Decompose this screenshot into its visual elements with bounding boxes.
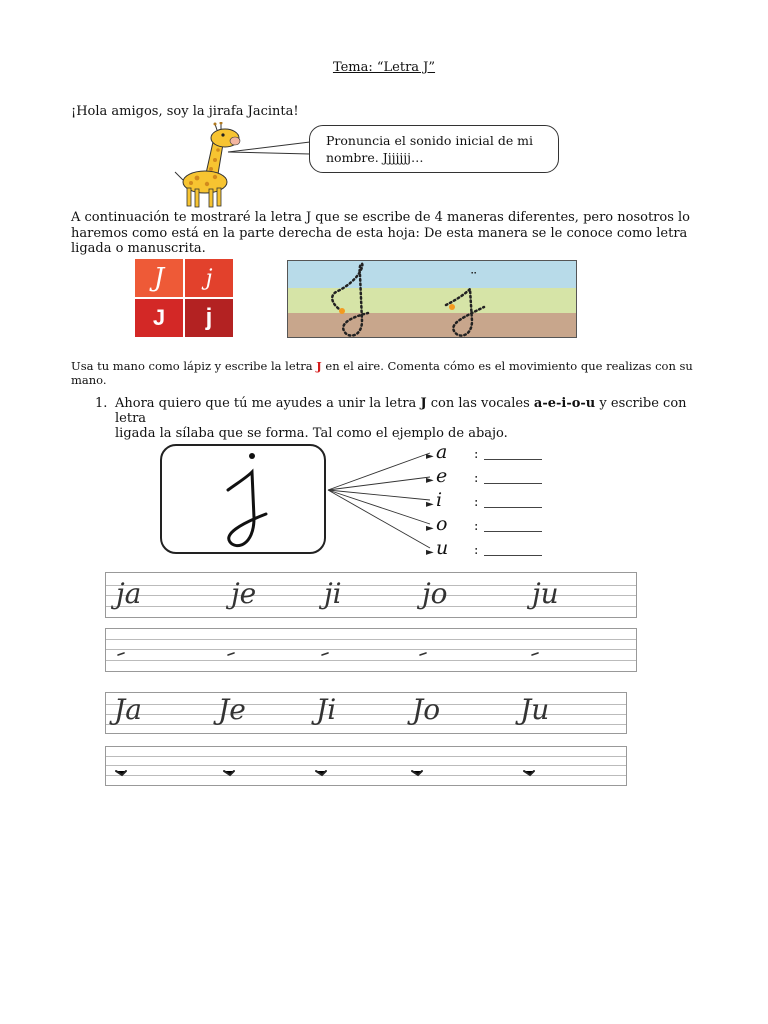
vowel-i: i bbox=[436, 489, 443, 511]
giraffe-illustration bbox=[165, 122, 245, 208]
cursive-uppercase-j: J bbox=[135, 259, 183, 297]
big-cursive-j-icon bbox=[214, 448, 284, 552]
syllable-ji: ji bbox=[324, 577, 342, 610]
speech-bubble bbox=[309, 125, 559, 173]
practice-strip-blank-2[interactable] bbox=[105, 746, 627, 786]
vowel-row-i bbox=[426, 489, 556, 514]
practice-strip-blank-1[interactable] bbox=[105, 628, 637, 672]
item-line-1 bbox=[115, 396, 700, 426]
vowel-colon: : bbox=[474, 519, 479, 534]
air-writing-instruction bbox=[71, 359, 711, 387]
syllable-Ja: Ja bbox=[114, 693, 142, 726]
item-bold-vowels: a-e-i-o-u bbox=[533, 396, 596, 411]
vowel-colon: : bbox=[474, 471, 479, 486]
intro-paragraph bbox=[71, 210, 697, 257]
bubble-tail bbox=[226, 140, 316, 160]
answer-blank-o[interactable] bbox=[484, 531, 542, 532]
vowel-row-e bbox=[426, 465, 556, 490]
item-number: 1. bbox=[95, 396, 108, 411]
syllable-ju: ju bbox=[532, 577, 559, 610]
item-bold-letter: J bbox=[420, 396, 427, 411]
paragraph-line-2: haremos como está en la parte derecha de esta hoja: De esta manera se le conoce como letra bbox=[71, 225, 688, 241]
item-text-1: Ahora quiero que tú me ayudes a unir la letra bbox=[115, 396, 421, 411]
answer-blank-e[interactable] bbox=[484, 483, 542, 484]
instruction-line-2: mano. bbox=[71, 373, 107, 387]
exercise-item-1 bbox=[95, 396, 700, 441]
letter-j-grid bbox=[135, 259, 234, 338]
syllable-Je: Je bbox=[218, 693, 246, 726]
arrowhead-icon: ► bbox=[426, 523, 434, 534]
arrowhead-icon: ► bbox=[426, 547, 434, 558]
svg-text:⠒: ⠒ bbox=[470, 269, 478, 280]
practice-strip-lowercase bbox=[105, 572, 637, 618]
print-lowercase-j: j bbox=[185, 299, 233, 337]
vowel-a: a bbox=[436, 441, 448, 463]
greeting-text: ¡Hola amigos, soy la jirafa Jacinta! bbox=[71, 104, 299, 119]
answer-blank-u[interactable] bbox=[484, 555, 542, 556]
syllable-Jo: Jo bbox=[412, 693, 441, 726]
arrowhead-icon: ► bbox=[426, 451, 434, 462]
cursive-lowercase-j: j bbox=[185, 259, 233, 297]
big-letter-j-box bbox=[160, 444, 326, 554]
connection-arrows bbox=[326, 440, 436, 555]
syllable-Ju: Ju bbox=[520, 693, 550, 726]
syllable-ja: ja bbox=[116, 577, 142, 610]
bubble-line-1: Pronuncia el sonido inicial de mi bbox=[326, 133, 534, 148]
vowel-e: e bbox=[436, 465, 448, 487]
item-text-3: y escribe con letra bbox=[115, 396, 687, 426]
vowel-row-o bbox=[426, 513, 556, 538]
vowel-colon: : bbox=[474, 495, 479, 510]
answer-blank-a[interactable] bbox=[484, 459, 542, 460]
paragraph-line-3: ligada o manuscrita. bbox=[71, 241, 206, 256]
instruction-text-end: en el aire. Comenta cómo es el movimiento que realizas con su bbox=[321, 359, 693, 373]
syllable-jo: jo bbox=[422, 577, 448, 610]
answer-blank-i[interactable] bbox=[484, 507, 542, 508]
vowel-colon: : bbox=[474, 543, 479, 558]
arrowhead-icon: ► bbox=[426, 499, 434, 510]
paragraph-line-1: A continuación te mostraré la letra J que se escribe de 4 maneras diferentes, pero nosotros lo bbox=[71, 210, 691, 225]
instruction-text: Usa tu mano como lápiz y escribe la letra bbox=[71, 359, 317, 373]
page-title: Tema: “Letra J” bbox=[332, 60, 436, 75]
vowel-u: u bbox=[436, 537, 449, 559]
dotted-j-strokes bbox=[288, 261, 577, 338]
vowel-o: o bbox=[436, 513, 448, 535]
start-marks bbox=[106, 629, 638, 673]
letter-tracing-band bbox=[287, 260, 577, 338]
instruction-letter: J bbox=[316, 359, 322, 373]
practice-strip-uppercase bbox=[105, 692, 627, 734]
item-line-2: ligada la sílaba que se forma. Tal como el ejemplo de abajo. bbox=[115, 426, 508, 441]
print-uppercase-j: J bbox=[135, 299, 183, 337]
vowel-row-a bbox=[426, 441, 556, 466]
vowel-colon: : bbox=[474, 447, 479, 462]
bubble-line-2: nombre. Jjjjjjj… bbox=[326, 150, 424, 165]
syllable-je: je bbox=[231, 577, 257, 610]
vowel-row-u bbox=[426, 537, 556, 562]
item-text-2: con las vocales bbox=[426, 396, 534, 411]
start-marks-upper bbox=[106, 747, 628, 787]
arrowhead-icon: ► bbox=[426, 475, 434, 486]
syllable-Ji: Ji bbox=[316, 693, 337, 726]
